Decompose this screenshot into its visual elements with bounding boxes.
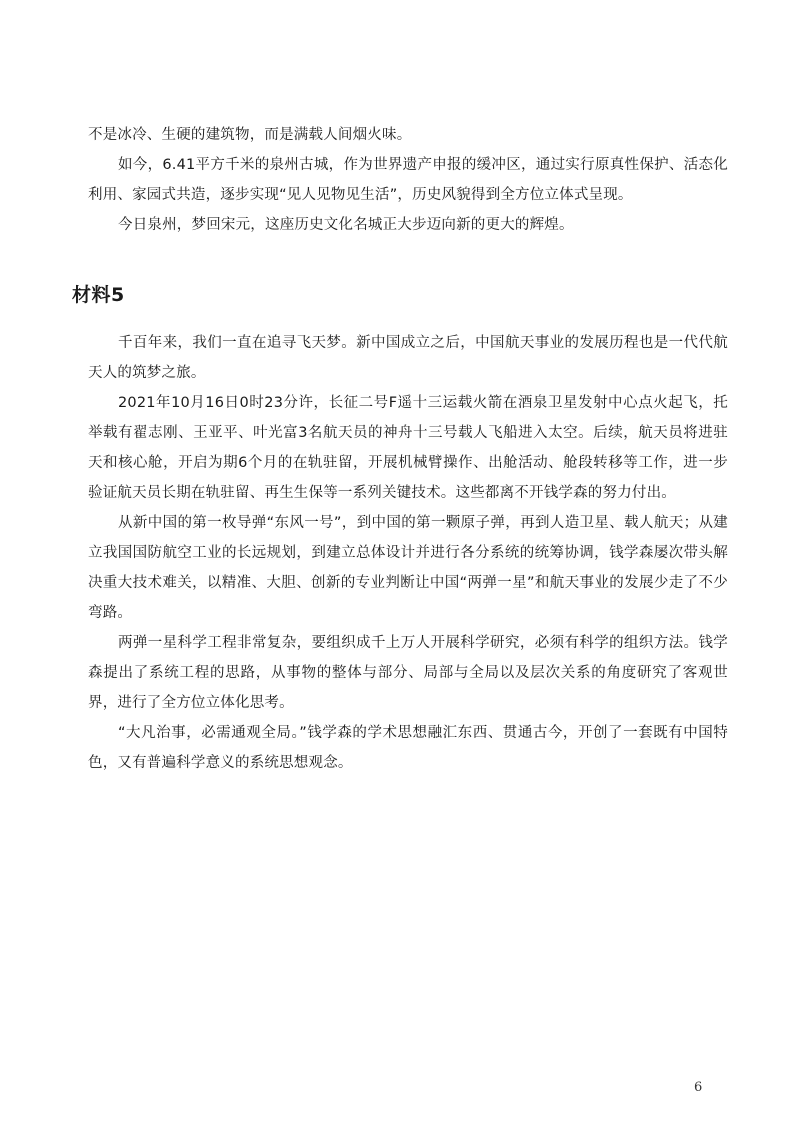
paragraph: “大凡治事，必需通观全局。”钱学森的学术思想融汇东西、贯通古今，开创了一套既有中国特色，又有普遍科学意义的系统思想观念。 <box>88 725 728 771</box>
paragraph: 2021年10月16日0时23分许，长征二号F遥十三运载火箭在酒泉卫星发射中心点火起飞，托举载有翟志刚、王亚平、叶光富3名航天员的神舟十三号载人飞船进入太空。后续，航天员将进驻天和核心舱，开启为期6个月的在轨驻留，开展机械臂操作、出舱活动、舱段转移等工作，进一步验证航天员长期在轨驻留、再生生保等一系列关键技术。这些都离不开钱学森的努力付出。 <box>88 395 728 501</box>
material5-body <box>88 328 728 778</box>
paragraph: 两弹一星科学工程非常复杂，要组织成千上万人开展科学研究，必须有科学的组织方法。钱学森提出了系统工程的思路，从事物的整体与部分、局部与全局以及层次关系的角度研究了客观世界，进行了全方位立体化思考。 <box>88 635 728 711</box>
page-number: 6 <box>694 1080 703 1095</box>
paragraph: 不是冰冷、生硬的建筑物，而是满载人间烟火味。 <box>88 127 412 143</box>
paragraph: 从新中国的第一枚导弹“东风一号”，到中国的第一颗原子弹，再到人造卫星、载人航天；从建立我国国防航空工业的长远规划，到建立总体设计并进行各分系统的统筹协调，钱学森屡次带头解决重大技术难关，以精准、大胆、创新的专业判断让中国“两弹一星”和航天事业的发展少走了不少弯路。 <box>88 515 728 621</box>
paragraph: 今日泉州，梦回宋元，这座历史文化名城正大步迈向新的更大的辉煌。 <box>118 217 574 233</box>
section-title: 材料5 <box>72 284 125 306</box>
paragraph: 千百年来，我们一直在追寻飞天梦。新中国成立之后，中国航天事业的发展历程也是一代代航天人的筑梦之旅。 <box>88 335 728 381</box>
top-section <box>88 120 728 240</box>
paragraph: 如今，6.41平方千米的泉州古城，作为世界遗产申报的缓冲区，通过实行原真性保护、活态化利用、家园式共造，逐步实现“见人见物见生活”，历史风貌得到全方位立体式呈现。 <box>88 157 728 203</box>
